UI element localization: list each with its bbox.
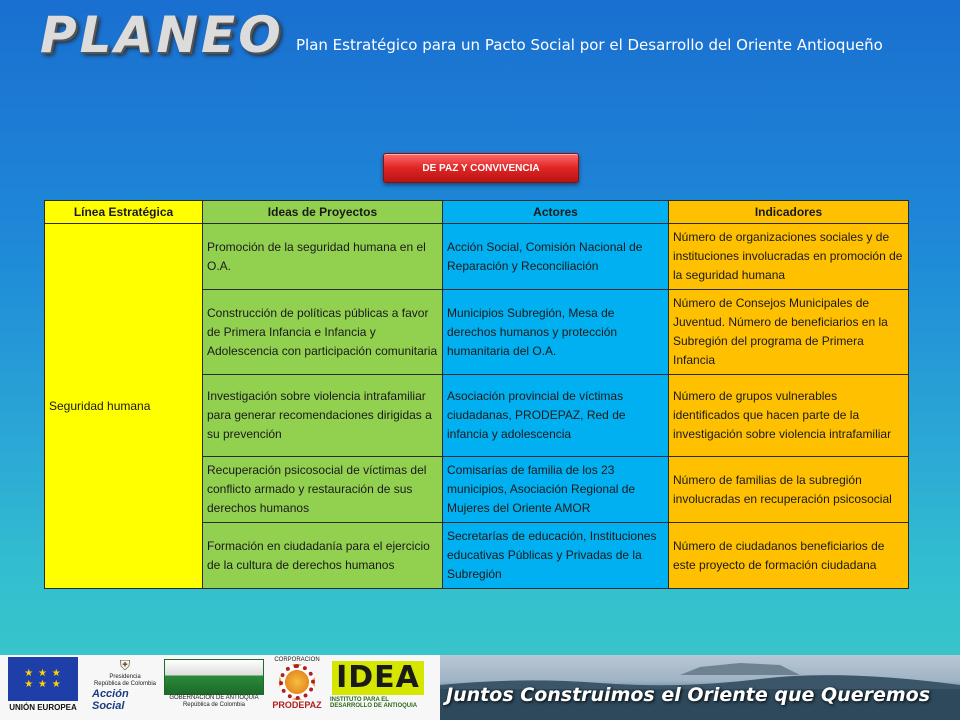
idea-cell: Investigación sobre violencia intrafamiliar para generar recomendaciones dirigidas a su prevención [203,375,443,457]
actores-cell: Acción Social, Comisión Nacional de Reparación y Reconciliación [443,224,669,290]
indicadores-cell: Número de grupos vulnerables identificados que hacen parte de la investigación sobre violencia intrafamiliar [669,375,909,457]
table-row [45,224,909,290]
corporacion-text: CORPORACION [274,657,320,663]
prodepaz-logo [270,657,324,710]
linea-cell: Seguridad humana [45,224,203,589]
strategy-table [44,200,909,589]
header-indicadores: Indicadores [669,201,909,224]
eu-stars-icon: ★ ★ ★ ★ ★ ★ [8,657,78,701]
eu-logo [6,657,80,712]
accion-social-logo [92,657,158,712]
indicadores-cell: Número de familias de la subregión involucradas en recuperación psicosocial [669,457,909,523]
gobernacion-logo [162,659,266,709]
header-linea: Línea Estratégica [45,201,203,224]
table-header-row [45,201,909,224]
page-subtitle: Plan Estratégico para un Pacto Social por el Desarrollo del Oriente Antioqueño [296,36,883,54]
idea-cell: Formación en ciudadanía para el ejercicio de la cultura de derechos humanos [203,523,443,589]
planeo-logo-title: PLANEO [40,6,284,64]
actores-cell: Municipios Subregión, Mesa de derechos humanos y protección humanitaria del O.A. [443,290,669,375]
axis-button[interactable]: DE PAZ Y CONVIVENCIA [383,153,579,183]
eu-caption: UNIÓN EUROPEA [9,703,77,712]
actores-cell: Secretarías de educación, Instituciones educativas Públicas y Privadas de la Subregión [443,523,669,589]
idea-text: IDEA [332,661,424,695]
indicadores-cell: Número de ciudadanos beneficiarios de este proyecto de formación ciudadana [669,523,909,589]
idea-caption: INSTITUTO PARA EL DESARROLLO DE ANTIOQUIA [330,697,418,709]
presidencia-subtext: República de Colombia [93,681,157,687]
gobernacion-subtext: República de Colombia [182,702,246,708]
gobernacion-text: GOBERNACIÓN DE ANTIOQUIA [169,695,259,701]
indicadores-cell: Número de Consejos Municipales de Juventud. Número de beneficiarios en la Subregión del programa de Primera Infancia [669,290,909,375]
prodepaz-text: PRODEPAZ [272,700,322,710]
actores-cell: Comisarías de familia de los 23 municipios, Asociación Regional de Mujeres del Oriente AMOR [443,457,669,523]
header-actores: Actores [443,201,669,224]
presidencia-text: Presidencia [109,674,141,680]
idea-cell: Promoción de la seguridad humana en el O.A. [203,224,443,290]
header-ideas: Ideas de Proyectos [203,201,443,224]
idea-cell: Construcción de políticas públicas a favor de Primera Infancia e Infancia y Adolescencia con participación comunitaria [203,290,443,375]
idea-cell: Recuperación psicosocial de víctimas del conflicto armado y restauración de sus derechos humanos [203,457,443,523]
accion-social-text: Acción Social [92,688,129,712]
actores-cell: Asociación provincial de víctimas ciudadanas, PRODEPAZ, Red de infancia y adolescencia [443,375,669,457]
gobernacion-emblem-icon [164,659,264,695]
colombia-shield-icon: ⛨ [119,657,131,673]
indicadores-cell: Número de organizaciones sociales y de instituciones involucradas en promoción de la seguridad humana [669,224,909,290]
prodepaz-icon [279,664,315,700]
footer-slogan: Juntos Construimos el Oriente que Queremos [446,684,930,706]
idea-logo [330,661,426,709]
